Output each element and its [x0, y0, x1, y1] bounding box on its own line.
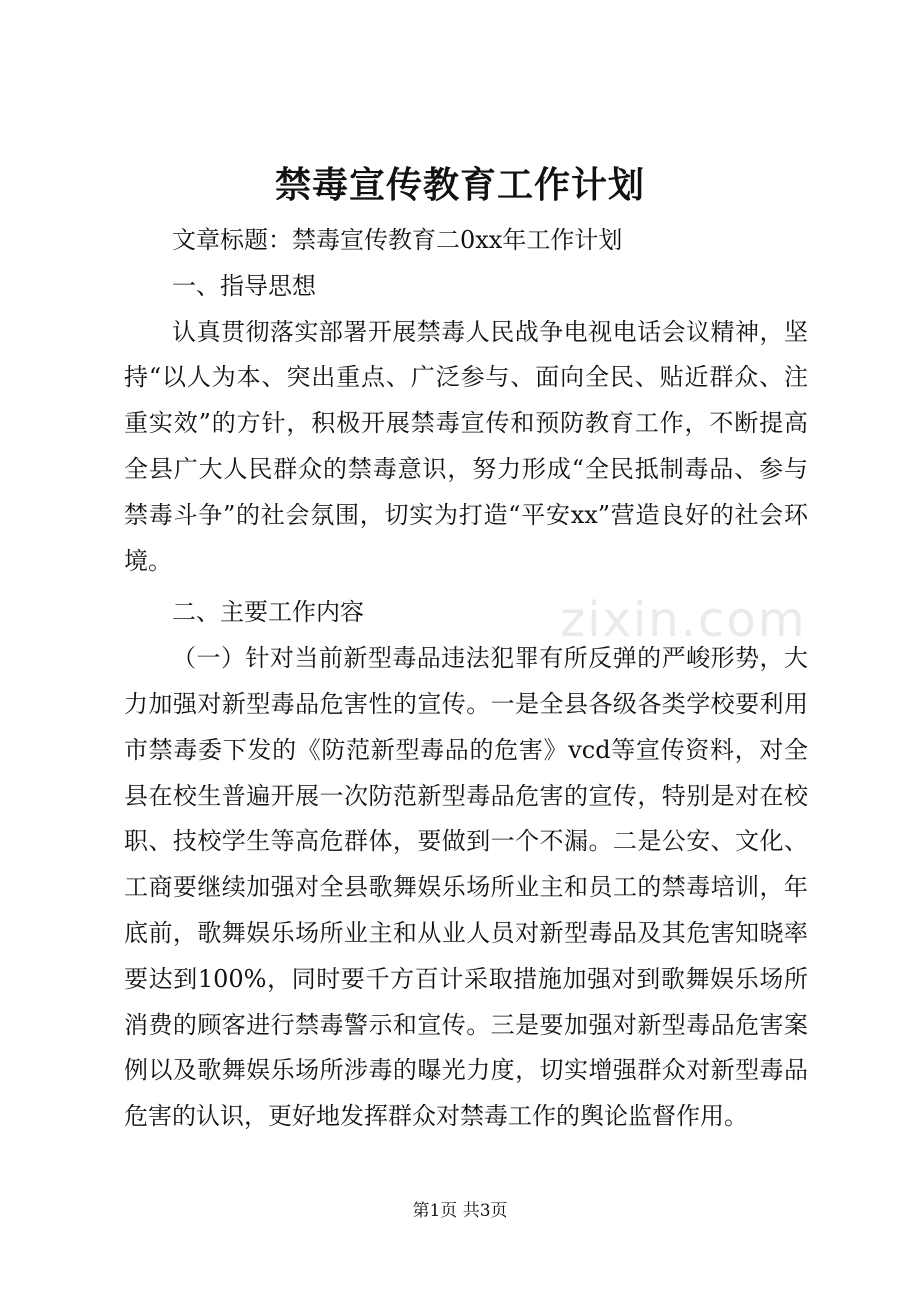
paragraph-main-work-1: （一）针对当前新型毒品违法犯罪有所反弹的严峻形势，大力加强对新型毒品危害性的宣传。一是全县各级各类学校要利用市禁毒委下发的《防范新型毒品的危害》vcd等宣传资料，对全县在校生普遍开展一次防范新型毒品危害的宣传，特别是对在校职、技校学生等高危群体，要做到一个不漏。二是公安、文化、工商要继续加强对全县歌舞娱乐场所业主和员工的禁毒培训，年底前，歌舞娱乐场所业主和从业人员对新型毒品及其危害知晓率要达到100%，同时要千方百计采取措施加强对到歌舞娱乐场所消费的顾客进行禁毒警示和宣传。三是要加强对新型毒品危害案例以及歌舞娱乐场所涉毒的曝光力度，切实增强群众对新型毒品危害的认识，更好地发挥群众对禁毒工作的舆论监督作用。 [124, 644, 808, 1131]
section-heading-main-work: 二、主要工作内容 [172, 598, 364, 627]
watermark-logo: zixin.com [560, 592, 807, 648]
paragraph-guiding-ideology: 认真贯彻落实部署开展禁毒人民战争电视电话会议精神，坚持“以人为本、突出重点、广泛参与、面向全民、贴近群众、注重实效”的方针，积极开展禁毒宣传和预防教育工作，不断提高全县广大人民群众的禁毒意识，努力形成“全民抵制毒品、参与禁毒斗争”的社会氛围，切实为打造“平安xx”营造良好的社会环境。 [124, 317, 808, 575]
section-heading-guiding-ideology: 一、指导思想 [172, 271, 316, 300]
document-title: 禁毒宣传教育工作计划 [274, 164, 645, 206]
page-footer: 第1页 共3页 [412, 1201, 508, 1221]
document-body [124, 218, 808, 1140]
article-title-line: 文章标题：禁毒宣传教育二0xx年工作计划 [172, 226, 623, 254]
